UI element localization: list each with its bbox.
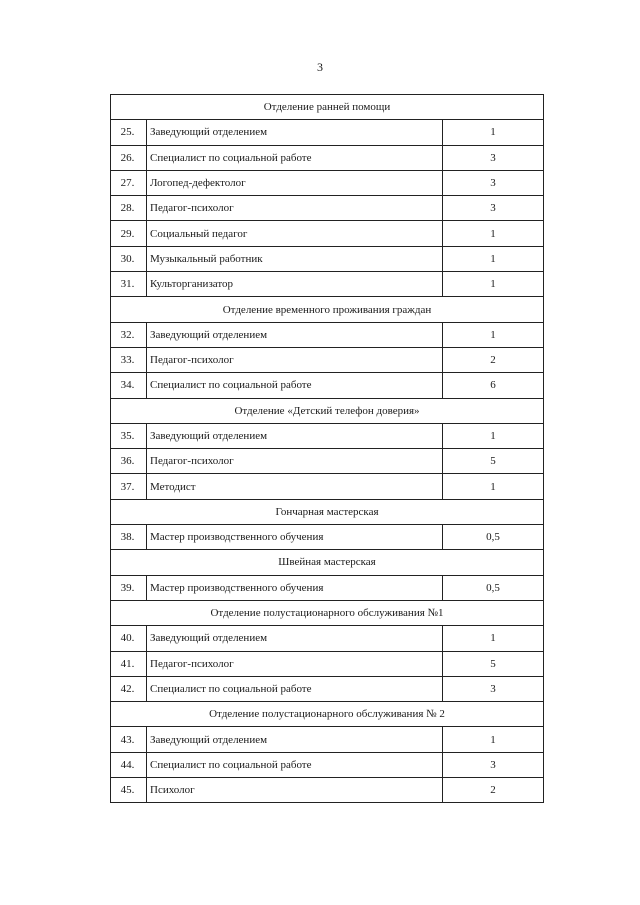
staff-count: 1 — [443, 474, 544, 499]
row-number: 38. — [111, 525, 147, 550]
row-number: 31. — [111, 272, 147, 297]
staff-count: 1 — [443, 626, 544, 651]
staff-count: 1 — [443, 322, 544, 347]
table-row — [111, 449, 544, 474]
staff-count: 2 — [443, 778, 544, 803]
section-header-row — [111, 600, 544, 625]
position-name: Культорганизатор — [147, 272, 443, 297]
staff-count: 6 — [443, 373, 544, 398]
table-row — [111, 196, 544, 221]
row-number: 36. — [111, 449, 147, 474]
position-name: Специалист по социальной работе — [147, 373, 443, 398]
staff-count: 1 — [443, 272, 544, 297]
position-name: Методист — [147, 474, 443, 499]
row-number: 39. — [111, 575, 147, 600]
position-name: Заведующий отделением — [147, 727, 443, 752]
position-name: Заведующий отделением — [147, 423, 443, 448]
staff-count: 5 — [443, 449, 544, 474]
table-row — [111, 676, 544, 701]
position-name: Заведующий отделением — [147, 120, 443, 145]
row-number: 40. — [111, 626, 147, 651]
section-header-row — [111, 499, 544, 524]
row-number: 26. — [111, 145, 147, 170]
section-title: Отделение ранней помощи — [111, 95, 544, 120]
position-name: Мастер производственного обучения — [147, 575, 443, 600]
table-row — [111, 373, 544, 398]
table-row — [111, 145, 544, 170]
page-number: 3 — [317, 60, 323, 74]
row-number: 25. — [111, 120, 147, 145]
row-number: 43. — [111, 727, 147, 752]
section-title: Швейная мастерская — [111, 550, 544, 575]
staff-count: 0,5 — [443, 575, 544, 600]
staff-count: 1 — [443, 221, 544, 246]
staff-count: 3 — [443, 196, 544, 221]
row-number: 28. — [111, 196, 147, 221]
section-title: Отделение полустационарного обслуживания № 2 — [111, 702, 544, 727]
position-name: Педагог-психолог — [147, 196, 443, 221]
row-number: 33. — [111, 347, 147, 372]
staff-count: 2 — [443, 347, 544, 372]
table-row — [111, 651, 544, 676]
staffing-table-body — [111, 95, 544, 803]
position-name: Логопед-дефектолог — [147, 170, 443, 195]
row-number: 32. — [111, 322, 147, 347]
staff-count: 3 — [443, 752, 544, 777]
section-title: Гончарная мастерская — [111, 499, 544, 524]
table-row — [111, 626, 544, 651]
table-row — [111, 525, 544, 550]
table-row — [111, 246, 544, 271]
staffing-table — [110, 94, 544, 803]
position-name: Педагог-психолог — [147, 651, 443, 676]
position-name: Музыкальный работник — [147, 246, 443, 271]
section-header-row — [111, 702, 544, 727]
table-row — [111, 423, 544, 448]
staff-count: 0,5 — [443, 525, 544, 550]
row-number: 35. — [111, 423, 147, 448]
staff-count: 5 — [443, 651, 544, 676]
section-header-row — [111, 398, 544, 423]
table-row — [111, 347, 544, 372]
position-name: Специалист по социальной работе — [147, 676, 443, 701]
position-name: Мастер производственного обучения — [147, 525, 443, 550]
position-name: Социальный педагог — [147, 221, 443, 246]
staff-count: 3 — [443, 170, 544, 195]
position-name: Заведующий отделением — [147, 626, 443, 651]
position-name: Педагог-психолог — [147, 347, 443, 372]
position-name: Заведующий отделением — [147, 322, 443, 347]
staff-count: 1 — [443, 120, 544, 145]
staff-count: 1 — [443, 246, 544, 271]
table-row — [111, 752, 544, 777]
row-number: 27. — [111, 170, 147, 195]
staff-count: 3 — [443, 145, 544, 170]
section-title: Отделение временного проживания граждан — [111, 297, 544, 322]
row-number: 29. — [111, 221, 147, 246]
row-number: 30. — [111, 246, 147, 271]
row-number: 42. — [111, 676, 147, 701]
section-title: Отделение полустационарного обслуживания №1 — [111, 600, 544, 625]
table-row — [111, 727, 544, 752]
row-number: 37. — [111, 474, 147, 499]
row-number: 45. — [111, 778, 147, 803]
section-title: Отделение «Детский телефон доверия» — [111, 398, 544, 423]
row-number: 44. — [111, 752, 147, 777]
table-row — [111, 272, 544, 297]
table-row — [111, 120, 544, 145]
table-row — [111, 474, 544, 499]
section-header-row — [111, 550, 544, 575]
position-name: Педагог-психолог — [147, 449, 443, 474]
section-header-row — [111, 95, 544, 120]
row-number: 41. — [111, 651, 147, 676]
position-name: Психолог — [147, 778, 443, 803]
table-row — [111, 322, 544, 347]
table-row — [111, 575, 544, 600]
table-row — [111, 170, 544, 195]
position-name: Специалист по социальной работе — [147, 145, 443, 170]
row-number: 34. — [111, 373, 147, 398]
section-header-row — [111, 297, 544, 322]
table-row — [111, 221, 544, 246]
staff-count: 3 — [443, 676, 544, 701]
staff-count: 1 — [443, 423, 544, 448]
position-name: Специалист по социальной работе — [147, 752, 443, 777]
table-row — [111, 778, 544, 803]
staff-count: 1 — [443, 727, 544, 752]
